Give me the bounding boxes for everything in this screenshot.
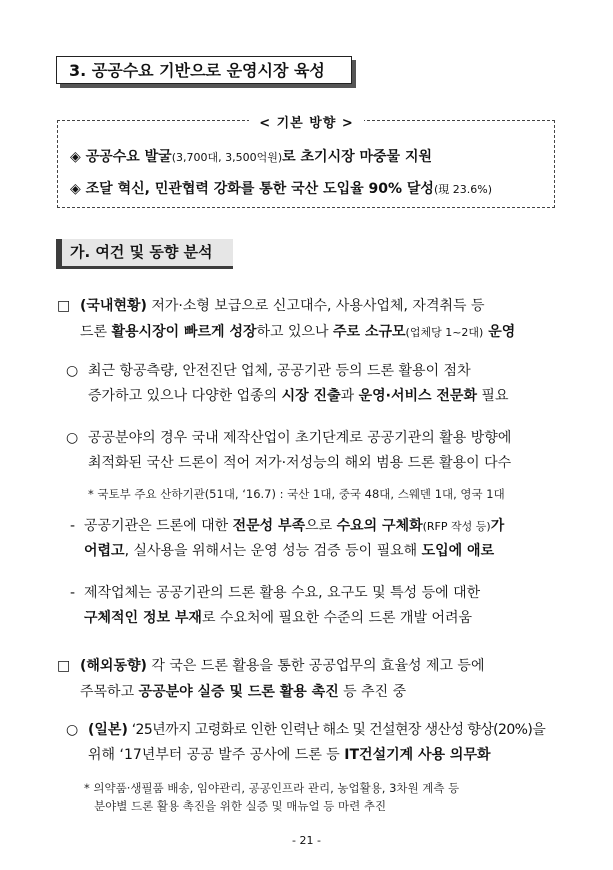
text-run: 등 추진 중: [338, 684, 407, 700]
text-run: (일본): [88, 722, 128, 738]
domestic-line-2: [80, 323, 515, 342]
text-run: 드론: [80, 324, 112, 340]
text-run: 전문성 부족: [232, 518, 306, 534]
text-run: 공공분야 실증 및 드론 활용 촉진: [138, 684, 339, 700]
text-run: 최적화된 국산 드론이 적어 저가·저성능의 해외 범용 드론 활용이 다수: [88, 455, 512, 471]
goal-1-text-a: 공공수요 발굴: [85, 149, 172, 165]
text-run: 로 수요처에 필요한 수준의 드론 개발 어려움: [201, 610, 473, 626]
text-run: 시장 진출: [281, 388, 341, 404]
goal-2-text-a: 조달 혁신, 민관협력 강화를 통한 국산 도입율 90% 달성: [85, 181, 434, 197]
goal-2-text-b: (現 23.6%): [433, 183, 492, 196]
overseas-line-1: [80, 657, 485, 675]
text-run: 가: [490, 518, 505, 534]
overseas-marker: □: [57, 658, 71, 674]
diamond-bullet-icon: ◈: [70, 149, 81, 165]
goal-2: [70, 178, 492, 198]
overseas-line-2: [80, 683, 406, 701]
d-item2-line-2: [88, 454, 511, 472]
diamond-bullet-icon: ◈: [70, 181, 81, 197]
d-item2-line-1: [88, 429, 511, 447]
d-item1-line-1: [88, 362, 471, 380]
text-run: 증가하고 있으나 다양한 업종의: [88, 388, 282, 404]
text-run: 주목하고: [80, 684, 139, 700]
subsection-title: 가. 여건 및 동향 분석: [56, 239, 233, 269]
goal-1-text-b: (3,700대, 3,500억원): [171, 151, 283, 164]
dash-bullet-icon: -: [70, 585, 76, 601]
text-run: ‘25년까지 고령화로 인한 인력난 해소 및 건설현장 생산성 향상(20%)을: [127, 722, 546, 738]
text-run: 과: [340, 388, 359, 404]
text-run: 어렵고: [84, 543, 125, 559]
section-title: 3. 공공수요 기반으로 운영시장 육성: [56, 56, 352, 84]
circle-bullet-icon: ○: [66, 430, 79, 446]
circle-bullet-icon: ○: [66, 722, 79, 738]
o-item1-note-1: * 의약품·생필품 배송, 임야관리, 공공인프라 관리, 농업활용, 3차원 계측 등: [84, 781, 460, 795]
text-run: 활용시장이 빠르게 성장: [111, 324, 257, 340]
o-item1-note-2: 분야별 드론 활용 촉진을 위한 실증 및 매뉴얼 등 마련 추진: [94, 799, 387, 813]
text-run: (RFP 작성 등): [422, 520, 491, 533]
text-run: 최근 항공측량, 안전진단 업체, 공공기관 등의 드론 활용이 점차: [88, 363, 471, 379]
text-run: 주로 소규모: [333, 324, 406, 340]
text-run: , 실사용을 위해서는 운영 성능 검증 등이 필요해: [124, 543, 422, 559]
d-item1-line-2: [88, 387, 508, 405]
text-run: 수요의 구체화: [336, 518, 423, 534]
text-run: 저가·소형 보급으로 신고대수, 사용사업체, 자격취득 등: [146, 298, 485, 314]
goal-1-text-c: 로 초기시장 마중물 지원: [282, 149, 432, 165]
circle-bullet-icon: ○: [66, 363, 79, 379]
o-item1-line-2: [88, 746, 491, 764]
d-item3-line-2: [84, 542, 494, 560]
text-run: 도입에 애로: [421, 543, 495, 559]
dash-bullet-icon: -: [70, 518, 76, 534]
page-number: - 21 -: [292, 834, 321, 847]
text-run: 으로: [305, 518, 337, 534]
text-run: 필요: [476, 388, 509, 404]
text-run: 공공기관은 드론에 대한: [84, 518, 233, 534]
text-run: 제작업체는 공공기관의 드론 활용 수요, 요구도 및 특성 등에 대한: [84, 585, 481, 601]
d-item4-line-2: [84, 609, 472, 627]
o-item1-line-1: [88, 721, 545, 739]
text-run: 각 국은 드론 활용을 통한 공공업무의 효율성 제고 등에: [146, 658, 485, 674]
domestic-line-1: [80, 297, 485, 315]
text-run: 구체적인 정보 부재: [84, 610, 202, 626]
text-run: 운영: [483, 324, 516, 340]
text-run: (해외동향): [80, 658, 147, 674]
d-item2-note: * 국토부 주요 산하기관(51대, ‘16.7) : 국산 1대, 중국 48대, 스웨덴 1대, 영국 1대: [88, 487, 505, 501]
text-run: IT건설기계 사용 의무화: [344, 747, 491, 763]
domestic-marker: □: [57, 298, 71, 314]
text-run: (업체당 1~2대): [405, 326, 484, 339]
basic-direction-label: < 기본 방향 >: [249, 116, 364, 131]
d-item4-line-1: [84, 584, 480, 602]
basic-direction-label-wrap: [0, 112, 613, 131]
text-run: 운영·서비스 전문화: [358, 388, 477, 404]
text-run: 하고 있으나: [256, 324, 334, 340]
text-run: 공공분야의 경우 국내 제작산업이 초기단계로 공공기관의 활용 방향에: [88, 430, 512, 446]
goal-1: [70, 146, 432, 166]
d-item3-line-1: [84, 517, 504, 536]
text-run: (국내현황): [80, 298, 147, 314]
text-run: 위해 ‘17년부터 공공 발주 공사에 드론 등: [88, 747, 345, 763]
